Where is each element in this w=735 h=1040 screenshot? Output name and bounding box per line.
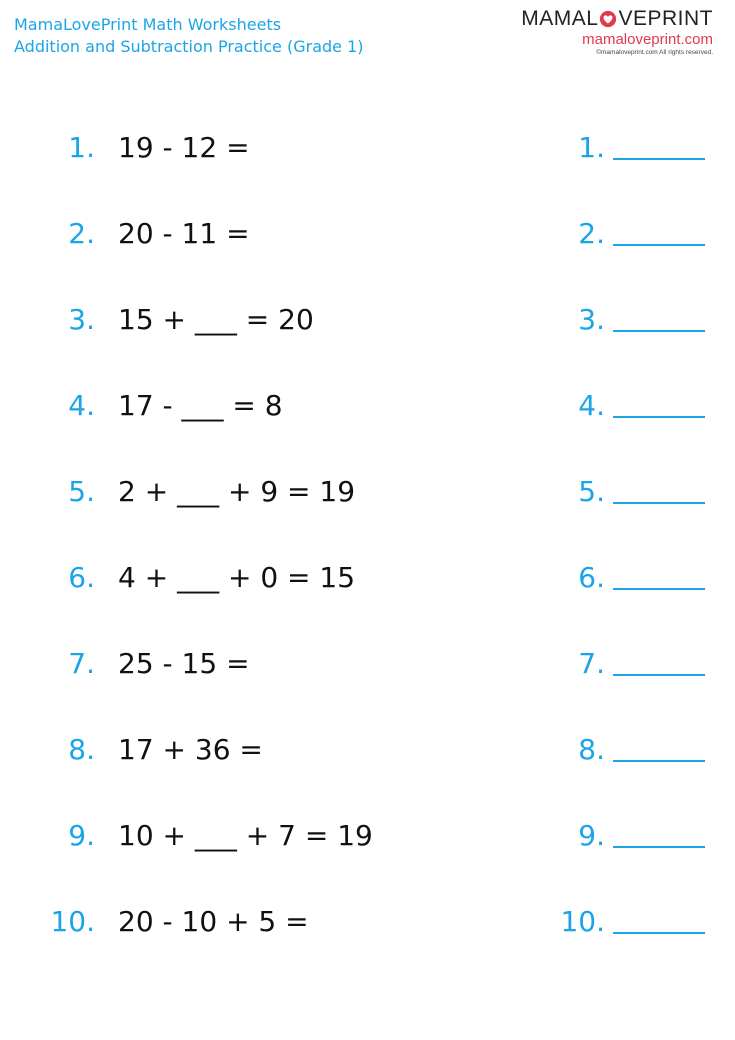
answer-blank[interactable] — [613, 932, 705, 934]
answer-slot — [578, 128, 705, 168]
answer-blank[interactable] — [613, 760, 705, 762]
problem-row — [0, 472, 735, 512]
answer-blank[interactable] — [613, 588, 705, 590]
answer-number: 1. — [578, 131, 605, 164]
problem-expression: 2 + ___ + 9 = 19 — [118, 475, 356, 508]
problem-expression: 15 + ___ = 20 — [118, 303, 314, 336]
answer-slot — [578, 214, 705, 254]
problem-expression: 4 + ___ + 0 = 15 — [118, 561, 356, 594]
answer-slot — [578, 472, 705, 512]
answer-slot — [578, 644, 705, 684]
problem-number: 9. — [68, 819, 95, 852]
brand-copyright: ©mamaloveprint.com All rights reserved. — [596, 49, 713, 56]
answer-number: 4. — [578, 389, 605, 422]
problem-row — [0, 644, 735, 684]
answer-number: 6. — [578, 561, 605, 594]
answer-number: 8. — [578, 733, 605, 766]
answer-number: 5. — [578, 475, 605, 508]
answer-number: 9. — [578, 819, 605, 852]
problem-number: 1. — [68, 131, 95, 164]
answer-blank[interactable] — [613, 502, 705, 504]
problem-row — [0, 816, 735, 856]
problem-row — [0, 558, 735, 598]
problem-row — [0, 128, 735, 168]
problem-number: 8. — [68, 733, 95, 766]
problem-expression: 17 - ___ = 8 — [118, 389, 283, 422]
problem-number: 4. — [68, 389, 95, 422]
problem-row — [0, 386, 735, 426]
answer-slot — [560, 902, 705, 942]
problem-number: 2. — [68, 217, 95, 250]
answer-number: 10. — [560, 905, 605, 938]
worksheet-title: Addition and Subtraction Practice (Grade 1) — [14, 37, 364, 56]
answer-blank[interactable] — [613, 244, 705, 246]
answer-slot — [578, 816, 705, 856]
brand-logo-text-start: MAMAL — [521, 7, 599, 30]
answer-blank[interactable] — [613, 846, 705, 848]
answer-slot — [578, 386, 705, 426]
problem-number: 5. — [68, 475, 95, 508]
answer-slot — [578, 730, 705, 770]
problem-number: 10. — [50, 905, 95, 938]
answer-slot — [578, 558, 705, 598]
brand-logo-text-end: VEPRINT — [618, 7, 713, 30]
worksheet-series-title: MamaLovePrint Math Worksheets — [14, 15, 282, 34]
answer-blank[interactable] — [613, 158, 705, 160]
problem-row — [0, 902, 735, 942]
answer-blank[interactable] — [613, 330, 705, 332]
problem-number: 7. — [68, 647, 95, 680]
answer-slot — [578, 300, 705, 340]
problem-row — [0, 730, 735, 770]
problem-expression: 25 - 15 = — [118, 647, 250, 680]
answer-number: 2. — [578, 217, 605, 250]
problem-number: 6. — [68, 561, 95, 594]
problem-expression: 20 - 11 = — [118, 217, 250, 250]
problem-expression: 19 - 12 = — [118, 131, 250, 164]
problem-expression: 20 - 10 + 5 = — [118, 905, 309, 938]
answer-number: 3. — [578, 303, 605, 336]
answer-blank[interactable] — [613, 674, 705, 676]
problem-expression: 17 + 36 = — [118, 733, 263, 766]
problem-expression: 10 + ___ + 7 = 19 — [118, 819, 373, 852]
answer-number: 7. — [578, 647, 605, 680]
problem-row — [0, 214, 735, 254]
problem-row — [0, 300, 735, 340]
problem-number: 3. — [68, 303, 95, 336]
answer-blank[interactable] — [613, 416, 705, 418]
brand-url: mamaloveprint.com — [582, 31, 713, 48]
